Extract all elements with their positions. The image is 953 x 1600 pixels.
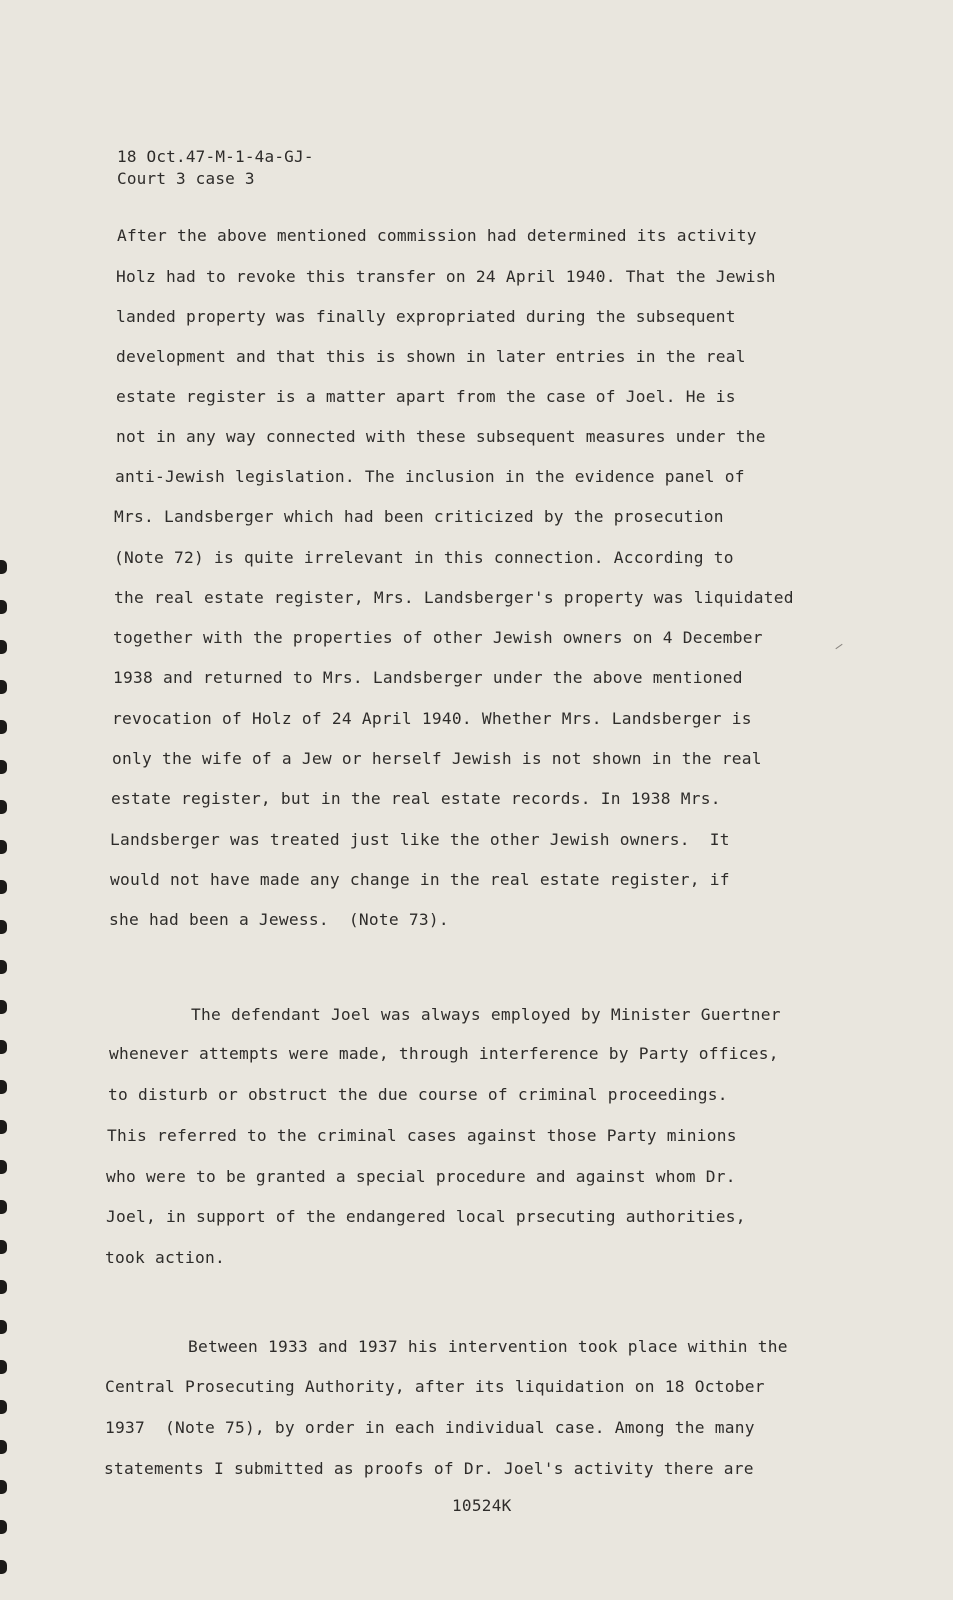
text-line: whenever attempts were made, through interference by Party offices, [109,1044,779,1063]
binding-hole [0,720,7,734]
text-line: revocation of Holz of 24 April 1940. Whether Mrs. Landsberger is [112,709,752,728]
header-court-line: Court 3 case 3 [117,169,255,188]
stray-pencil-mark [835,644,842,649]
binding-hole [0,640,7,654]
binding-hole [0,960,7,974]
binding-hole [0,1400,7,1414]
text-line: the real estate register, Mrs. Landsberger's property was liquidated [114,588,794,607]
binding-hole [0,680,7,694]
binding-hole [0,880,7,894]
text-line: Central Prosecuting Authority, after its liquidation on 18 October [105,1377,765,1396]
text-line: This referred to the criminal cases against those Party minions [107,1126,737,1145]
binding-hole [0,1360,7,1374]
binding-hole [0,1120,7,1134]
binding-hole [0,1040,7,1054]
text-line: statements I submitted as proofs of Dr. Joel's activity there are [104,1459,754,1478]
text-line: took action. [105,1248,225,1267]
binding-hole [0,1200,7,1214]
text-line: (Note 72) is quite irrelevant in this connection. According to [114,548,734,567]
binding-hole [0,840,7,854]
document-id-footer: 10524K [452,1496,512,1515]
binding-hole [0,1440,7,1454]
binding-hole [0,1000,7,1014]
text-line: Landsberger was treated just like the other Jewish owners. It [110,830,730,849]
text-line: 1937 (Note 75), by order in each individual case. Among the many [105,1418,755,1437]
text-line: 1938 and returned to Mrs. Landsberger under the above mentioned [113,668,743,687]
text-line: development and that this is shown in later entries in the real [116,347,746,366]
text-line: The defendant Joel was always employed by Minister Guertner [191,1005,781,1024]
binding-hole [0,920,7,934]
text-line: she had been a Jewess. (Note 73). [109,910,449,929]
binding-holes [0,560,10,1600]
text-line: After the above mentioned commission had determined its activity [117,226,757,245]
binding-hole [0,1560,7,1574]
text-line: together with the properties of other Jewish owners on 4 December [113,628,763,647]
text-line: to disturb or obstruct the due course of criminal proceedings. [108,1085,728,1104]
text-line: not in any way connected with these subsequent measures under the [116,427,766,446]
binding-hole [0,1160,7,1174]
text-line: Holz had to revoke this transfer on 24 April 1940. That the Jewish [116,267,776,286]
document-header [117,146,314,190]
text-line: only the wife of a Jew or herself Jewish is not shown in the real [112,749,762,768]
text-line: would not have made any change in the real estate register, if [110,870,730,889]
text-line: anti-Jewish legislation. The inclusion in the evidence panel of [115,467,745,486]
binding-hole [0,1280,7,1294]
text-line: estate register is a matter apart from the case of Joel. He is [116,387,736,406]
binding-hole [0,1320,7,1334]
binding-hole [0,1520,7,1534]
text-line: Joel, in support of the endangered local prsecuting authorities, [106,1207,746,1226]
binding-hole [0,1080,7,1094]
binding-hole [0,1240,7,1254]
binding-hole [0,600,7,614]
binding-hole [0,800,7,814]
text-line: who were to be granted a special procedure and against whom Dr. [106,1167,736,1186]
binding-hole [0,760,7,774]
text-line: Between 1933 and 1937 his intervention took place within the [188,1337,788,1356]
binding-hole [0,1480,7,1494]
text-line: estate register, but in the real estate records. In 1938 Mrs. [111,789,721,808]
binding-hole [0,560,7,574]
text-line: landed property was finally expropriated during the subsequent [116,307,736,326]
header-reference-line: 18 Oct.47-M-1-4a-GJ- [117,147,314,166]
text-line: Mrs. Landsberger which had been criticized by the prosecution [114,507,724,526]
